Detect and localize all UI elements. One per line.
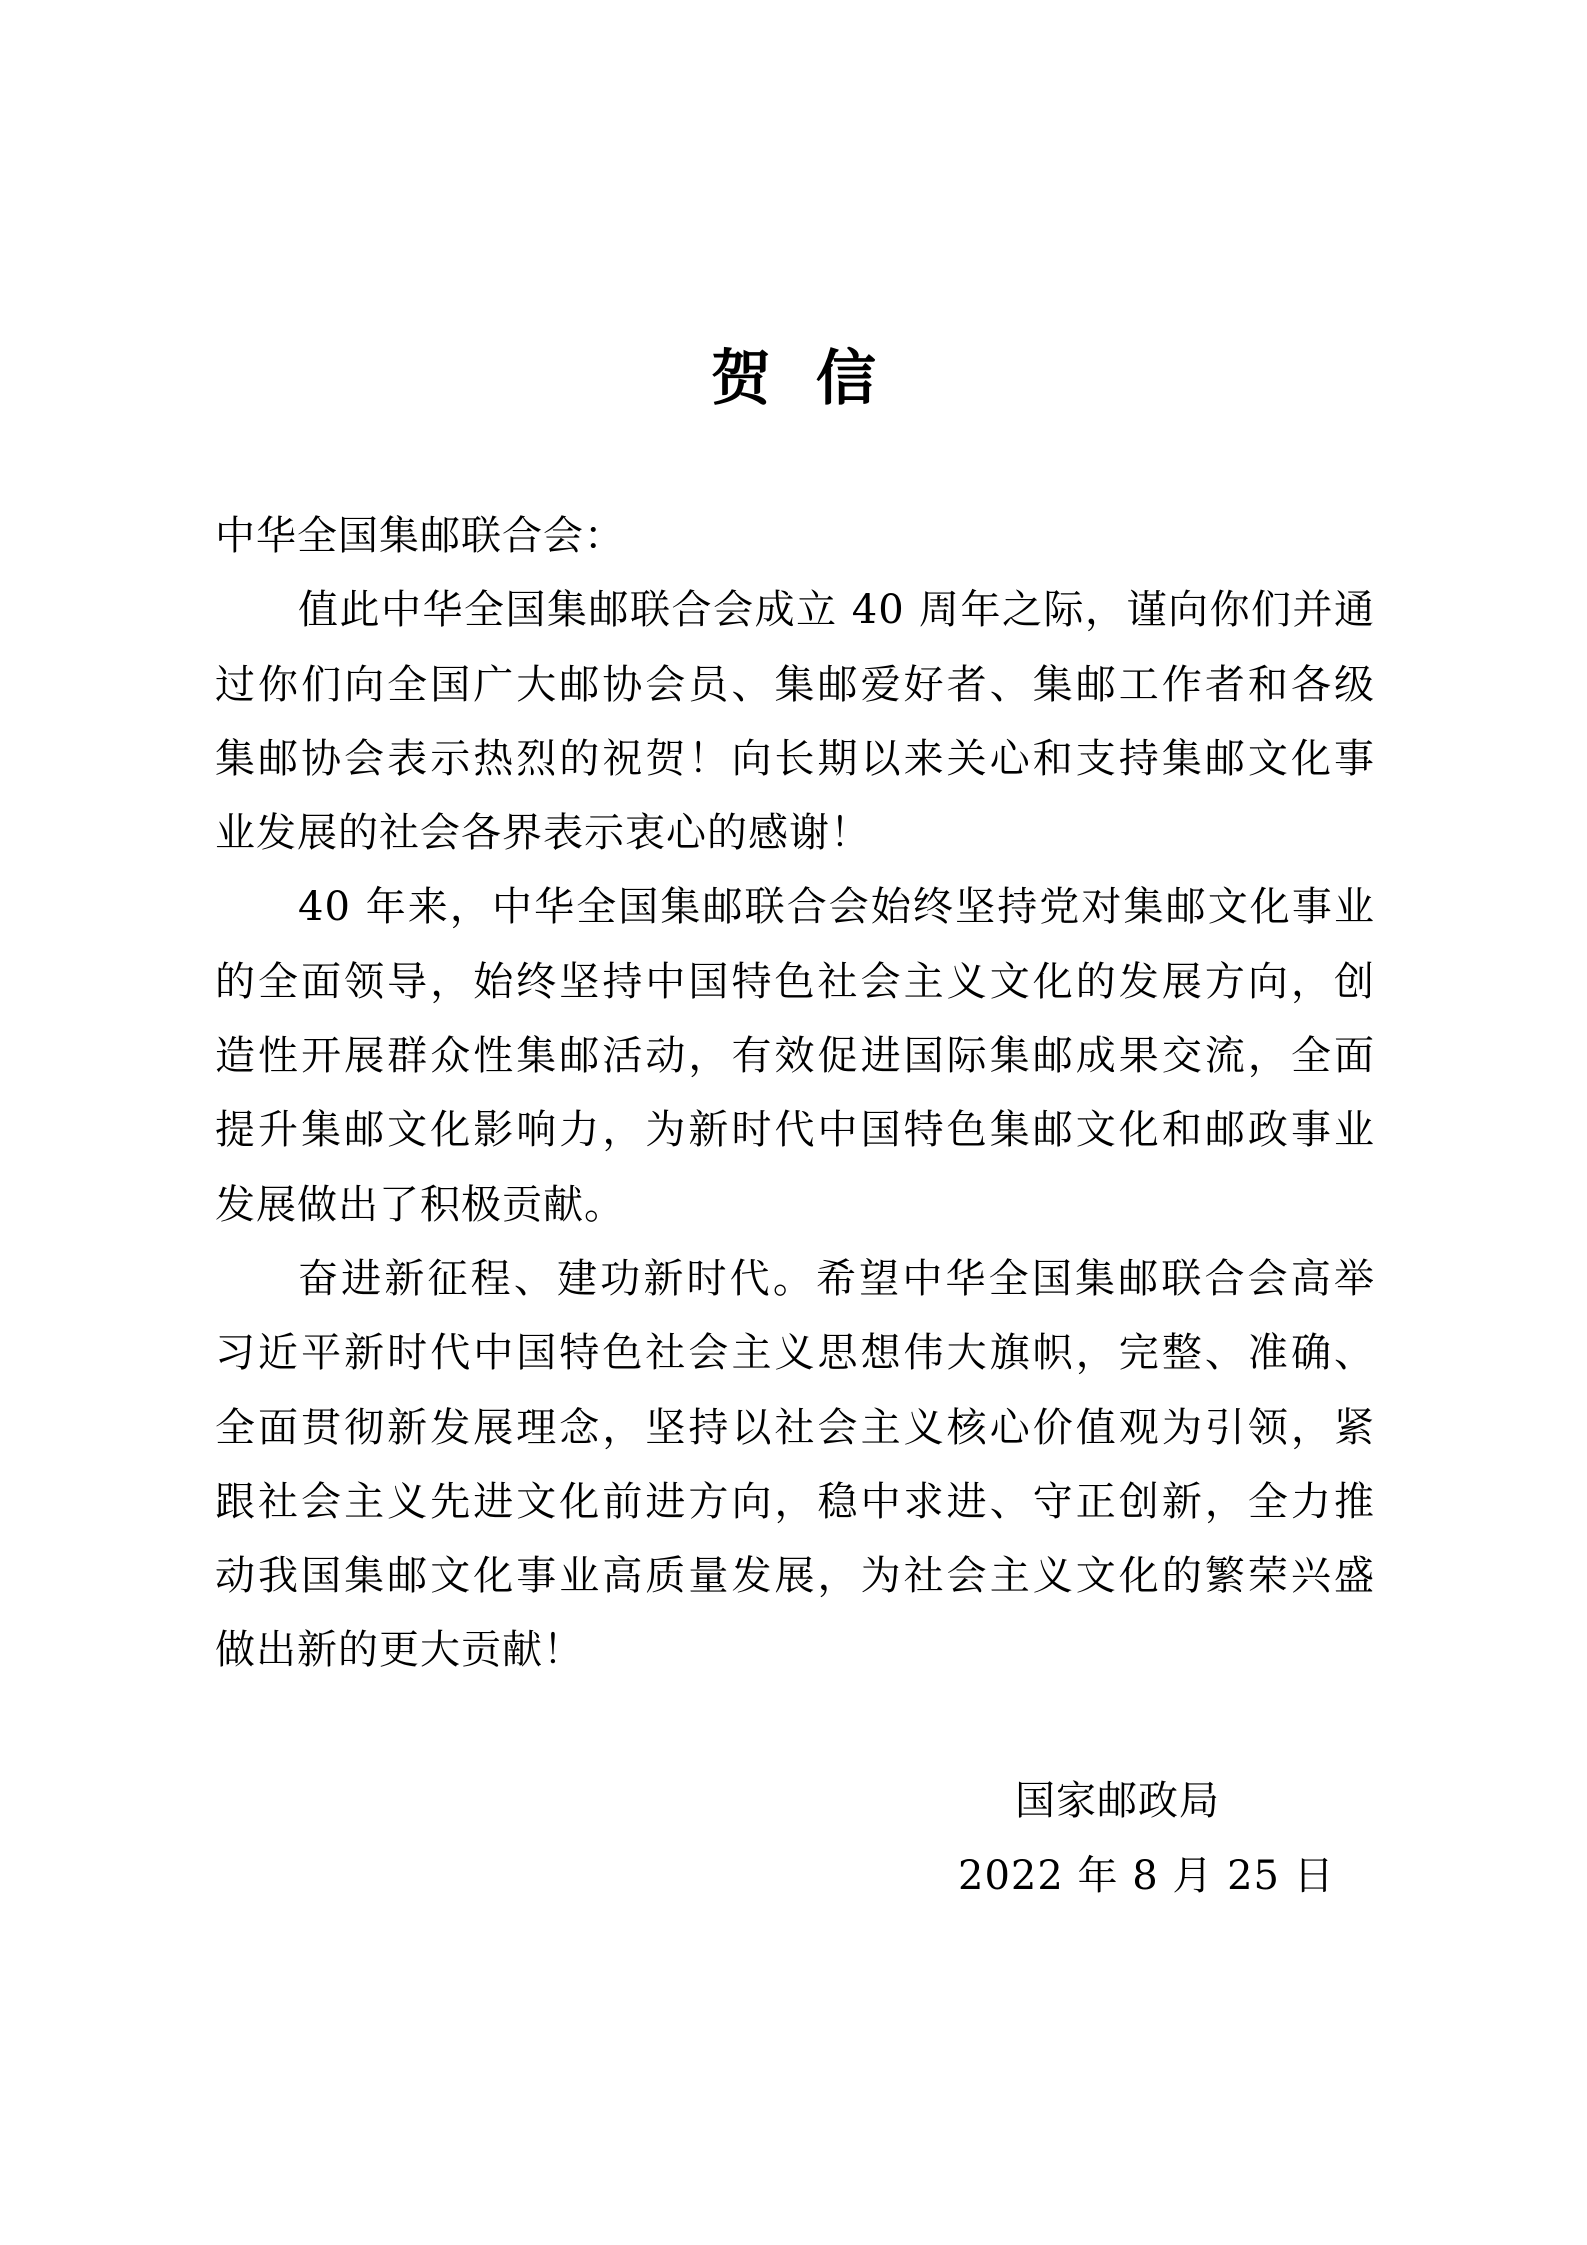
paragraph-line: 40 年来，中华全国集邮联合会始终坚持党对集邮文化事业 [298,884,1375,931]
letter-title: 贺 信 [711,344,888,414]
paragraph-3 [215,1242,1375,1688]
letter-date: 2022 年 8 月 25 日 [958,1853,1335,1899]
paragraph-line: 发展做出了积极贡献。 [215,1181,625,1228]
paragraph-line: 过你们向全国广大邮协会员、集邮爱好者、集邮工作者和各级 [215,661,1375,708]
paragraph-line: 做出新的更大贡献！ [215,1627,584,1674]
paragraph-2 [215,870,1375,1241]
paragraph-line: 习近平新时代中国特色社会主义思想伟大旗帜，完整、准确、 [215,1330,1375,1377]
paragraph-line: 全面贯彻新发展理念，坚持以社会主义核心价值观为引领，紧 [215,1404,1375,1451]
salutation: 中华全国集邮联合会： [215,513,625,559]
paragraph-line: 造性开展群众性集邮活动，有效促进国际集邮成果交流，全面 [215,1033,1375,1080]
paragraph-line: 跟社会主义先进文化前进方向，稳中求进、守正创新，全力推 [215,1478,1375,1525]
paragraph-line: 奋进新征程、建功新时代。希望中华全国集邮联合会高举 [298,1255,1375,1302]
paragraph-line: 提升集邮文化影响力，为新时代中国特色集邮文化和邮政事业 [215,1107,1375,1154]
letter-body [215,499,1375,1688]
paragraph-line: 值此中华全国集邮联合会成立 40 周年之际，谨向你们并通 [298,587,1375,634]
paragraph-line: 集邮协会表示热烈的祝贺！向长期以来关心和支持集邮文化事 [215,735,1375,782]
paragraph-1 [215,573,1375,870]
signature: 国家邮政局 [1015,1778,1220,1824]
paragraph-line: 的全面领导，始终坚持中国特色社会主义文化的发展方向，创 [215,958,1375,1005]
paragraph-line: 业发展的社会各界表示衷心的感谢！ [215,810,871,857]
paragraph-line: 动我国集邮文化事业高质量发展，为社会主义文化的繁荣兴盛 [215,1553,1375,1600]
